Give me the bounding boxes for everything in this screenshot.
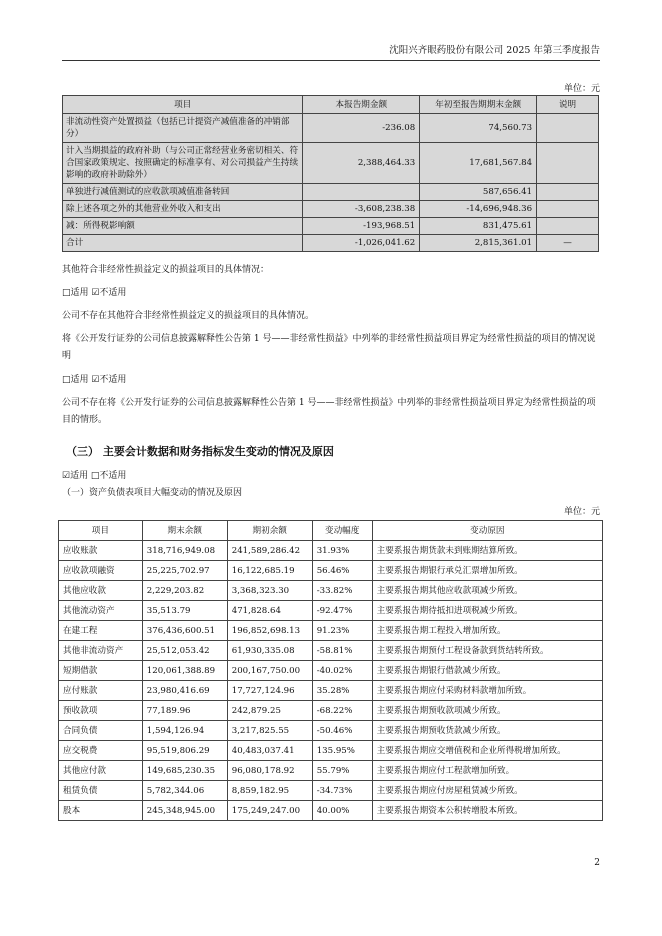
balance-sheet-changes-table — [58, 520, 603, 821]
cell-item: 应收款项融资 — [59, 561, 143, 581]
cell-reason: 主要系报告期预收款项减少所致。 — [372, 701, 602, 721]
section-applicable: ☑适用 □不适用 — [62, 471, 127, 481]
cell-item: 非流动性资产处置损益（包括已计提资产减值准备的冲销部分） — [63, 114, 303, 143]
cell-begin-balance: 471,828.64 — [227, 601, 312, 621]
cell-change: 31.93% — [312, 541, 372, 561]
cell-ytd: 17,681,567.84 — [420, 143, 537, 184]
section-heading: （三） 主要会计数据和财务指标发生变动的情况及原因 — [66, 445, 334, 458]
cell-begin-balance: 200,167,750.00 — [227, 661, 312, 681]
cell-end-balance: 120,061,388.89 — [142, 661, 227, 681]
cell-end-balance: 95,519,806.29 — [142, 741, 227, 761]
cell-begin-balance: 3,368,323.30 — [227, 581, 312, 601]
col-header-ytd: 年初至报告期期末金额 — [420, 96, 537, 114]
cell-change: -50.46% — [312, 721, 372, 741]
cell-note — [537, 184, 599, 201]
table-row — [59, 741, 603, 761]
table-row — [59, 781, 603, 801]
table-row — [59, 721, 603, 741]
col-header-change: 变动幅度 — [312, 521, 372, 541]
cell-change: 56.46% — [312, 561, 372, 581]
cell-ytd: -14,696,948.36 — [420, 201, 537, 218]
cell-change: 135.95% — [312, 741, 372, 761]
cell-current — [303, 184, 420, 201]
table-row — [59, 681, 603, 701]
cell-reason: 主要系报告期应交增值税和企业所得税增加所致。 — [372, 741, 602, 761]
cell-reason: 主要系报告期银行承兑汇票增加所致。 — [372, 561, 602, 581]
cell-end-balance: 149,685,230.35 — [142, 761, 227, 781]
cell-item: 合计 — [63, 235, 303, 252]
table-row — [59, 641, 603, 661]
subsection-heading: （一）资产负债表项目大幅变动的情况及原因 — [62, 488, 243, 498]
table-row — [59, 661, 603, 681]
cell-reason: 主要系报告期应付房屋租赁减少所致。 — [372, 781, 602, 801]
cell-item: 股本 — [59, 801, 143, 821]
para-applicable-2: □适用 ☑不适用 — [62, 375, 127, 385]
cell-item: 租赁负债 — [59, 781, 143, 801]
table-row — [63, 184, 599, 201]
cell-end-balance: 5,782,344.06 — [142, 781, 227, 801]
col-header-note: 说明 — [537, 96, 599, 114]
cell-item: 减：所得税影响额 — [63, 218, 303, 235]
table-row — [59, 801, 603, 821]
page-number: 2 — [594, 858, 600, 868]
cell-end-balance: 23,980,416.69 — [142, 681, 227, 701]
unit-label-1: 单位：元 — [563, 84, 600, 94]
cell-change: -68.22% — [312, 701, 372, 721]
table-row — [63, 235, 599, 252]
cell-item: 应交税费 — [59, 741, 143, 761]
table-row — [59, 581, 603, 601]
cell-ytd: 587,656.41 — [420, 184, 537, 201]
cell-change: 40.00% — [312, 801, 372, 821]
cell-item: 其他应收款 — [59, 581, 143, 601]
cell-change: 91.23% — [312, 621, 372, 641]
cell-note — [537, 218, 599, 235]
cell-reason: 主要系报告期应付工程款增加所致。 — [372, 761, 602, 781]
cell-item: 应付账款 — [59, 681, 143, 701]
cell-end-balance: 318,716,949.08 — [142, 541, 227, 561]
cell-reason: 主要系报告期待抵扣进项税减少所致。 — [372, 601, 602, 621]
cell-item: 除上述各项之外的其他营业外收入和支出 — [63, 201, 303, 218]
cell-reason: 主要系报告期银行借款减少所致。 — [372, 661, 602, 681]
cell-current: 2,388,464.33 — [303, 143, 420, 184]
cell-ytd: 831,475.61 — [420, 218, 537, 235]
table-row — [63, 143, 599, 184]
table-row — [59, 561, 603, 581]
para-no-other-items: 公司不存在其他符合非经常性损益定义的损益项目的具体情况。 — [62, 311, 315, 321]
cell-reason: 主要系报告期货款未到账期结算所致。 — [372, 541, 602, 561]
cell-begin-balance: 8,859,182.95 — [227, 781, 312, 801]
cell-item: 预收款项 — [59, 701, 143, 721]
cell-begin-balance: 175,249,247.00 — [227, 801, 312, 821]
table-row — [63, 218, 599, 235]
cell-change: -92.47% — [312, 601, 372, 621]
table-row — [59, 701, 603, 721]
cell-begin-balance: 3,217,825.55 — [227, 721, 312, 741]
cell-note — [537, 201, 599, 218]
cell-end-balance: 35,513.79 — [142, 601, 227, 621]
cell-item: 计入当期损益的政府补助（与公司正常经营业务密切相关、符合国家政策规定、按照确定的标准享有、对公司损益产生持续影响的政府补助除外） — [63, 143, 303, 184]
cell-change: -33.82% — [312, 581, 372, 601]
col-header-begin-balance: 期初余额 — [227, 521, 312, 541]
cell-end-balance: 1,594,126.94 — [142, 721, 227, 741]
cell-begin-balance: 242,879.25 — [227, 701, 312, 721]
cell-change: 35.28% — [312, 681, 372, 701]
table-header-row — [63, 96, 599, 114]
cell-reason: 主要系报告期其他应收款项减少所致。 — [372, 581, 602, 601]
para-applicable-1: □适用 ☑不适用 — [62, 288, 127, 298]
cell-change: -40.02% — [312, 661, 372, 681]
cell-item: 其他流动资产 — [59, 601, 143, 621]
cell-ytd: 74,560.73 — [420, 114, 537, 143]
table-row — [63, 201, 599, 218]
cell-ytd: 2,815,361.01 — [420, 235, 537, 252]
header-divider — [62, 60, 600, 61]
cell-reason: 主要系报告期预付工程设备款到货结转所致。 — [372, 641, 602, 661]
table-row — [59, 621, 603, 641]
col-header-end-balance: 期末余额 — [142, 521, 227, 541]
cell-begin-balance: 241,589,286.42 — [227, 541, 312, 561]
report-header-title: 沈阳兴齐眼药股份有限公司 2025 年第三季度报告 — [389, 45, 600, 56]
cell-current: -236.08 — [303, 114, 420, 143]
col-header-reason: 变动原因 — [372, 521, 602, 541]
cell-current: -1,026,041.62 — [303, 235, 420, 252]
table-row — [59, 761, 603, 781]
cell-begin-balance: 16,122,685.19 — [227, 561, 312, 581]
cell-end-balance: 25,512,053.42 — [142, 641, 227, 661]
cell-current: -3,608,238.38 — [303, 201, 420, 218]
cell-reason: 主要系报告期应付采购材料款增加所致。 — [372, 681, 602, 701]
col-header-current: 本报告期金额 — [303, 96, 420, 114]
cell-begin-balance: 40,483,037.41 — [227, 741, 312, 761]
table-row — [63, 114, 599, 143]
cell-item: 其他非流动资产 — [59, 641, 143, 661]
cell-note — [537, 143, 599, 184]
cell-begin-balance: 96,080,178.92 — [227, 761, 312, 781]
col-header-item: 项目 — [63, 96, 303, 114]
cell-item: 在建工程 — [59, 621, 143, 641]
cell-item: 单独进行减值测试的应收款项减值准备转回 — [63, 184, 303, 201]
cell-reason: 主要系报告期资本公积转增股本所致。 — [372, 801, 602, 821]
cell-end-balance: 2,229,203.82 — [142, 581, 227, 601]
cell-begin-balance: 17,727,124.96 — [227, 681, 312, 701]
cell-current: -193,968.51 — [303, 218, 420, 235]
cell-item: 合同负债 — [59, 721, 143, 741]
cell-end-balance: 376,436,600.51 — [142, 621, 227, 641]
cell-begin-balance: 196,852,698.13 — [227, 621, 312, 641]
para-reclassification-note: 将《公开发行证券的公司信息披露解释性公告第 1 号——非经常性损益》中列举的非经常性损益项目界定为经常性损益的项目的情况说明 — [62, 334, 596, 361]
unit-label-2: 单位：元 — [563, 507, 600, 517]
cell-change: 55.79% — [312, 761, 372, 781]
col-header-item: 项目 — [59, 521, 143, 541]
cell-reason: 主要系报告期预收货款减少所致。 — [372, 721, 602, 741]
cell-end-balance: 245,348,945.00 — [142, 801, 227, 821]
table-header-row — [59, 521, 603, 541]
cell-note — [537, 114, 599, 143]
cell-begin-balance: 61,930,335.08 — [227, 641, 312, 661]
cell-note: — — [537, 235, 599, 252]
cell-end-balance: 25,225,702.97 — [142, 561, 227, 581]
table-row — [59, 541, 603, 561]
non-recurring-gains-table — [62, 95, 599, 252]
cell-end-balance: 77,189.96 — [142, 701, 227, 721]
cell-item: 短期借款 — [59, 661, 143, 681]
cell-reason: 主要系报告期工程投入增加所致。 — [372, 621, 602, 641]
para-no-reclassification: 公司不存在将《公开发行证券的公司信息披露解释性公告第 1 号——非经常性损益》中列举的非经常性损益项目界定为经常性损益的项目的情形。 — [62, 398, 596, 425]
cell-change: -34.73% — [312, 781, 372, 801]
cell-item: 其他应付款 — [59, 761, 143, 781]
cell-item: 应收账款 — [59, 541, 143, 561]
para-other-items: 其他符合非经常性损益定义的损益项目的具体情况： — [62, 265, 270, 275]
cell-change: -58.81% — [312, 641, 372, 661]
table-row — [59, 601, 603, 621]
